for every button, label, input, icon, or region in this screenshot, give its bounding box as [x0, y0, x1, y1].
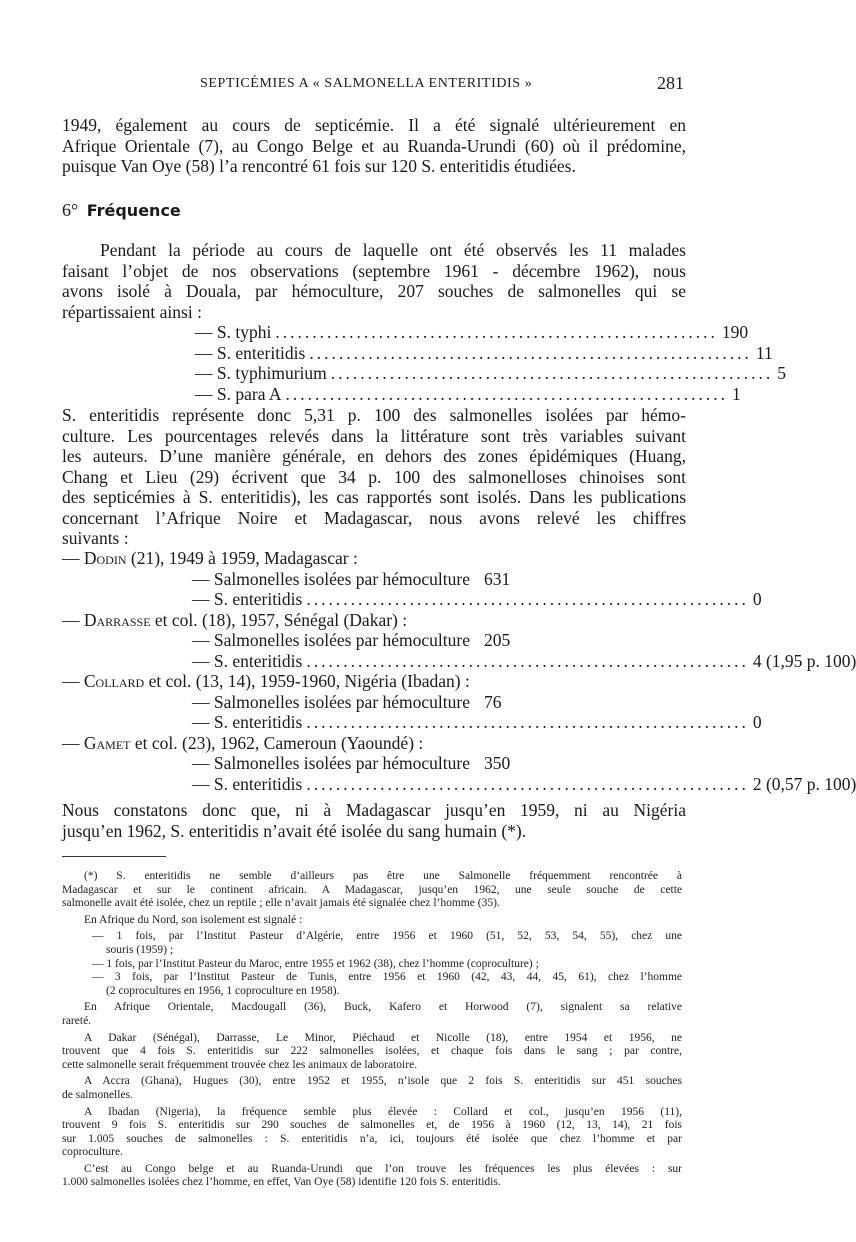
study-row-label: — Salmonelles isolées par hémoculture: [192, 691, 470, 712]
footnote-line: de salmonelles.: [62, 1088, 133, 1101]
paragraph-frequency: [62, 240, 686, 322]
footnote-line: A Accra (Ghana), Hugues (30), entre 1952 et 1955, n’isole que 2 fois S. enteritidis sur 451 souches: [84, 1075, 682, 1088]
leader-dots: ............................................................: [306, 650, 749, 671]
footnote-rule: [62, 856, 166, 857]
footnote-line: (2 coprocultures en 1956, 1 coproculture en 1958).: [106, 984, 340, 997]
text-line: répartissaient ainsi :: [62, 301, 202, 322]
study-row-label: — Salmonelles isolées par hémoculture: [192, 568, 470, 589]
text-line: concernant l’Afrique Noire et Madagascar, nous avons relevé les chiffres: [62, 507, 686, 528]
leader-dots: ............................................................: [330, 363, 774, 383]
study-row: [192, 773, 856, 795]
study-row-value: 4 (1,95 p. 100): [752, 650, 856, 671]
study-row-value: 0: [752, 712, 762, 732]
conclusion-paragraph: [62, 800, 686, 841]
footnote-line: trouvent que 4 fois S. enteritidis sur 222 salmonelles isolées, et chaque fois dans le sang ; par contre,: [62, 1045, 682, 1058]
study-list: [62, 548, 856, 794]
section-number: 6°: [62, 200, 79, 220]
text-line: puisque Van Oye (58) l’a rencontré 61 fois sur 120 S. enteritidis étudiées.: [62, 156, 576, 176]
strain-name: — S. typhi: [195, 322, 272, 342]
text-line: avons isolé à Douala, par hémoculture, 207 souches de salmonelles qui se: [62, 281, 686, 301]
footnote-line: C’est au Congo belge et au Ruanda-Urundi que l’on trouve les fréquences les plus élevées : sur: [84, 1162, 682, 1175]
study-heading: — Gamet et col. (23), 1962, Cameroun (Yaoundé) :: [62, 732, 424, 753]
running-title: SEPTICÉMIES A « SALMONELLA ENTERITIDIS »: [200, 76, 533, 91]
strain-row: [195, 363, 786, 384]
study-row-label: — Salmonelles isolées par hémoculture: [192, 630, 470, 650]
strain-count: 1: [732, 383, 741, 404]
study-row: [192, 692, 722, 713]
study-author: Gamet: [83, 732, 131, 753]
text-line: faisant l’objet de nos observations (septembre 1961 - décembre 1962), nous: [62, 260, 686, 281]
study-row-value: 350: [483, 753, 511, 773]
footnote-paragraph: [62, 1075, 682, 1102]
footnote-paragraph: [62, 870, 682, 911]
study-row: [192, 589, 762, 610]
study-heading: — Dodin (21), 1949 à 1959, Madagascar :: [62, 548, 358, 568]
study-details: et col. (23), 1962, Cameroun (Yaoundé) :: [130, 732, 424, 753]
page-number: 281: [657, 73, 684, 93]
section-heading: [62, 200, 181, 221]
text-line: culture. Les pourcentages relevés dans la littérature sont très variables suivant: [62, 425, 686, 446]
leader-dots: ............................................................: [309, 342, 752, 363]
running-header: [62, 73, 684, 98]
footnotes: [62, 870, 682, 1193]
footnote-paragraph: [62, 914, 682, 928]
text-line: Chang et Lieu (29) écrivent que 34 p. 100 des salmonelloses chinoises sont: [62, 466, 686, 487]
study-details: (21), 1949 à 1959, Madagascar :: [126, 548, 358, 568]
leader-dots: ............................................................: [306, 589, 749, 609]
footnote-line: En Afrique du Nord, son isolement est signalé :: [84, 913, 303, 926]
text-line: Afrique Orientale (7), au Congo Belge et au Ruanda-Urundi (60) où il prédomine,: [62, 135, 686, 156]
study-row-value: 2 (0,57 p. 100): [752, 773, 856, 794]
footnote-paragraph: [62, 1001, 682, 1028]
study-author: Darrasse: [83, 609, 151, 630]
study-row-label: — S. enteritidis: [192, 650, 303, 671]
study-row: [192, 753, 722, 774]
study-row-value: 0: [752, 589, 762, 609]
strain-count: 190: [721, 322, 749, 342]
study-heading: — Collard et col. (13, 14), 1959-1960, Nigéria (Ibadan) :: [62, 671, 470, 691]
study-row-value: 631: [483, 568, 511, 589]
footnote-line: A Ibadan (Nigeria), la fréquence semble plus élevée : Collard et col., jusqu’en 1956 (11),: [84, 1105, 682, 1118]
intro-paragraph: [62, 115, 686, 177]
footnote-line: trouvent 9 fois S. enteritidis sur 290 souches de salmonelles et, de 1956 à 1960 (12, 13, 14), 21 fois: [62, 1119, 682, 1132]
text-line: suivants :: [62, 528, 129, 548]
study-row-value: 76: [483, 691, 502, 712]
footnote-line: (*) S. enteritidis ne semble d’ailleurs pas être une Salmonelle fréquemment rencontrée à: [84, 870, 682, 882]
footnote-paragraph: [62, 1106, 682, 1160]
leader-dots: ............................................................: [306, 712, 749, 732]
footnote-line: coproculture.: [62, 1146, 123, 1159]
footnote-line: — 1 fois, par l’Institut Pasteur d’Algérie, entre 1956 et 1960 (51, 52, 53, 54, 55), chez une: [92, 930, 682, 943]
study-row: [192, 630, 722, 651]
study-author: Collard: [83, 671, 145, 691]
leader-dots: ............................................................: [285, 383, 729, 404]
footnote-line: cette salmonelle serait fréquemment trouvée chez les animaux de laboratoire.: [62, 1058, 418, 1071]
section-title: Fréquence: [86, 201, 181, 220]
footnote-line: sur 1.005 souches de salmonelles : S. enteritidis n’a, ici, toujours été isolée que chez l’homme et par: [62, 1132, 682, 1145]
study-author: Dodin: [83, 548, 127, 568]
footnote-line: — 1 fois, par l’Institut Pasteur du Maroc, entre 1955 et 1962 (38), chez l’homme (coproculture) ;: [92, 957, 539, 970]
strain-row: [195, 383, 741, 405]
footnote-line: A Dakar (Sénégal), Darrasse, Le Minor, Piéchaud et Nicolle (18), entre 1954 et 1956, ne: [84, 1031, 682, 1044]
study-row-label: — S. enteritidis: [192, 589, 303, 609]
footnote-line: Madagascar et sur le continent africain. A Madagascar, jusqu’en 1962, une seule souche de cette: [62, 883, 682, 896]
text-line: des septicémies à S. enteritidis), les cas rapportés sont isolés. Dans les publications: [62, 487, 686, 507]
footnote-paragraph: [62, 1032, 682, 1073]
study-details: et col. (13, 14), 1959-1960, Nigéria (Ibadan) :: [144, 671, 470, 691]
strain-name: — S. typhimurium: [195, 363, 327, 383]
strain-row: [195, 342, 773, 364]
footnote-line: salmonelle avait été isolée, chez un reptile ; elle n’avait jamais été signalée chez l’homme (35).: [62, 897, 500, 910]
footnote-line: rareté.: [62, 1014, 92, 1027]
footnote-line: — 3 fois, par l’Institut Pasteur de Tunis, entre 1956 et 1960 (42, 43, 44, 45, 61), chez l’homme: [92, 971, 682, 984]
text-line: Nous constatons donc que, ni à Madagascar jusqu’en 1959, ni au Nigéria: [62, 800, 686, 820]
study-row-label: — S. enteritidis: [192, 712, 303, 732]
leader-dots: ............................................................: [275, 322, 718, 342]
footnote-paragraph: [62, 930, 682, 998]
footnote-line: En Afrique Orientale, Macdougall (36), Buck, Kafero et Horwood (7), signalent sa relative: [84, 1001, 682, 1014]
strain-name: — S. enteritidis: [195, 342, 306, 363]
study-row: [192, 569, 722, 590]
strain-name: — S. para A: [195, 383, 282, 404]
study-row-label: — S. enteritidis: [192, 773, 303, 794]
text-line: 1949, également au cours de septicémie. Il a été signalé ultérieurement en: [62, 115, 686, 135]
study-row: [192, 712, 762, 733]
strain-count: 11: [755, 342, 773, 363]
leader-dots: ............................................................: [306, 773, 749, 794]
paragraph-percentages: [62, 405, 686, 549]
strain-row: [195, 322, 749, 343]
study-heading: — Darrasse et col. (18), 1957, Sénégal (Dakar) :: [62, 609, 408, 630]
footnote-paragraph: [62, 1163, 682, 1190]
text-line: Pendant la période au cours de laquelle ont été observés les 11 malades: [100, 240, 686, 260]
strain-count: 5: [777, 363, 786, 383]
study-row-value: 205: [483, 630, 511, 650]
study-row-label: — Salmonelles isolées par hémoculture: [192, 753, 470, 773]
text-line: S. enteritidis représente donc 5,31 p. 100 des salmonelles isolées par hémo-: [62, 405, 686, 425]
study-details: et col. (18), 1957, Sénégal (Dakar) :: [150, 609, 408, 630]
study-row: [192, 650, 856, 672]
footnote-line: 1.000 salmonelles isolées chez l’homme, en effet, Van Oye (58) identifie 120 fois S. enteritidis.: [62, 1176, 501, 1189]
footnote-line: souris (1959) ;: [106, 943, 174, 956]
text-line: les auteurs. D’une manière générale, en dehors des zones épidémiques (Huang,: [62, 446, 686, 466]
text-line: jusqu’en 1962, S. enteritidis n’avait été isolée du sang humain (*).: [62, 820, 527, 841]
strain-list: [195, 322, 786, 404]
